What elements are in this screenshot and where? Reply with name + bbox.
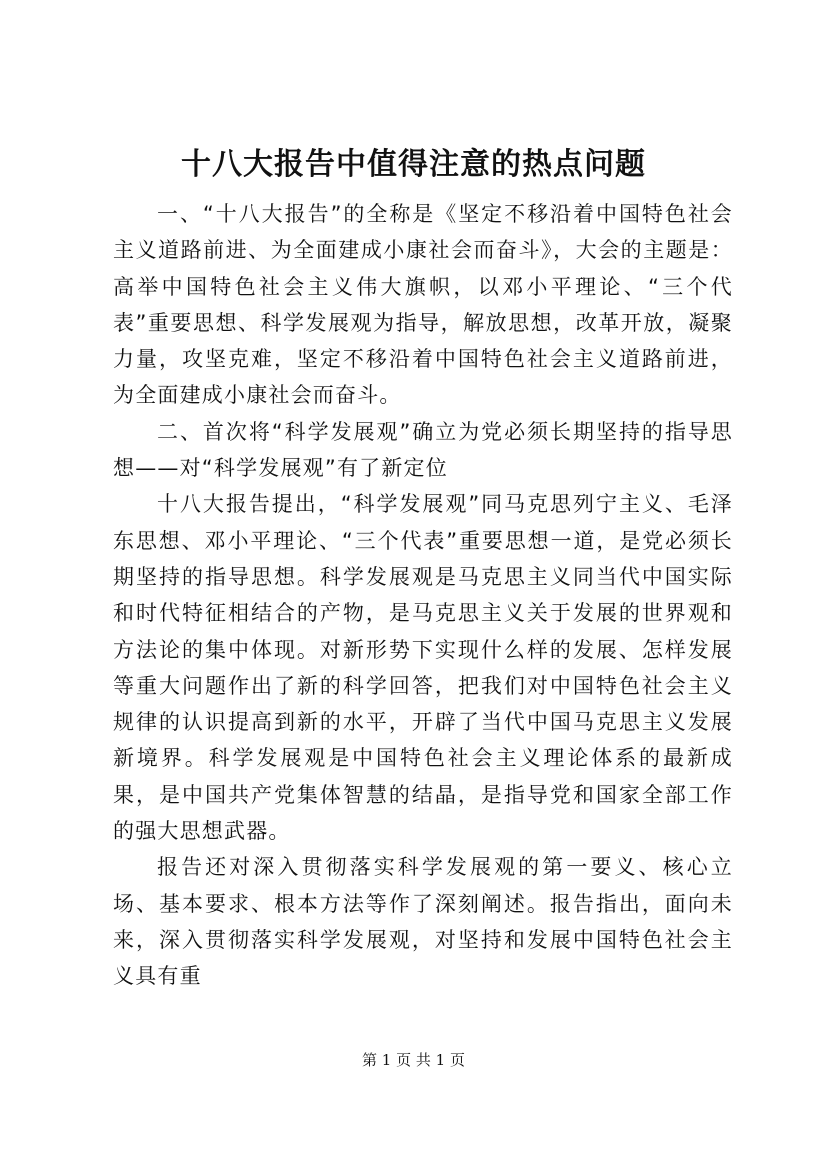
document-body	[113, 196, 733, 995]
paragraph-1: 一、“十八大报告”的全称是《坚定不移沿着中国特色社会主义道路前进、为全面建成小康社会而奋斗》，大会的主题是：高举中国特色社会主义伟大旗帜，以邓小平理论、“三个代表”重要思想、科学发展观为指导，解放思想，改革开放，凝聚力量，攻坚克难，坚定不移沿着中国特色社会主义道路前进，为全面建成小康社会而奋斗。	[113, 202, 733, 408]
page-number-footer: 第 1 页 共 1 页	[362, 1051, 465, 1069]
document-title: 十八大报告中值得注意的热点问题	[181, 147, 646, 182]
paragraph-3: 十八大报告提出，“科学发展观”同马克思列宁主义、毛泽东思想、邓小平理论、“三个代表”重要思想一道，是党必须长期坚持的指导思想。科学发展观是马克思主义同当代中国实际和时代特征相结合的产物，是马克思主义关于发展的世界观和方法论的集中体现。对新形势下实现什么样的发展、怎样发展等重大问题作出了新的科学回答，把我们对中国特色社会主义规律的认识提高到新的水平，开辟了当代中国马克思主义发展新境界。科学发展观是中国特色社会主义理论体系的最新成果，是中国共产党集体智慧的结晶，是指导党和国家全部工作的强大思想武器。	[113, 492, 733, 844]
paragraph-4: 报告还对深入贯彻落实科学发展观的第一要义、核心立场、基本要求、根本方法等作了深刻阐述。报告指出，面向未来，深入贯彻落实科学发展观，对坚持和发展中国特色社会主义具有重	[113, 855, 733, 989]
paragraph-2: 二、首次将“科学发展观”确立为党必须长期坚持的指导思想——对“科学发展观”有了新定位	[113, 419, 733, 481]
